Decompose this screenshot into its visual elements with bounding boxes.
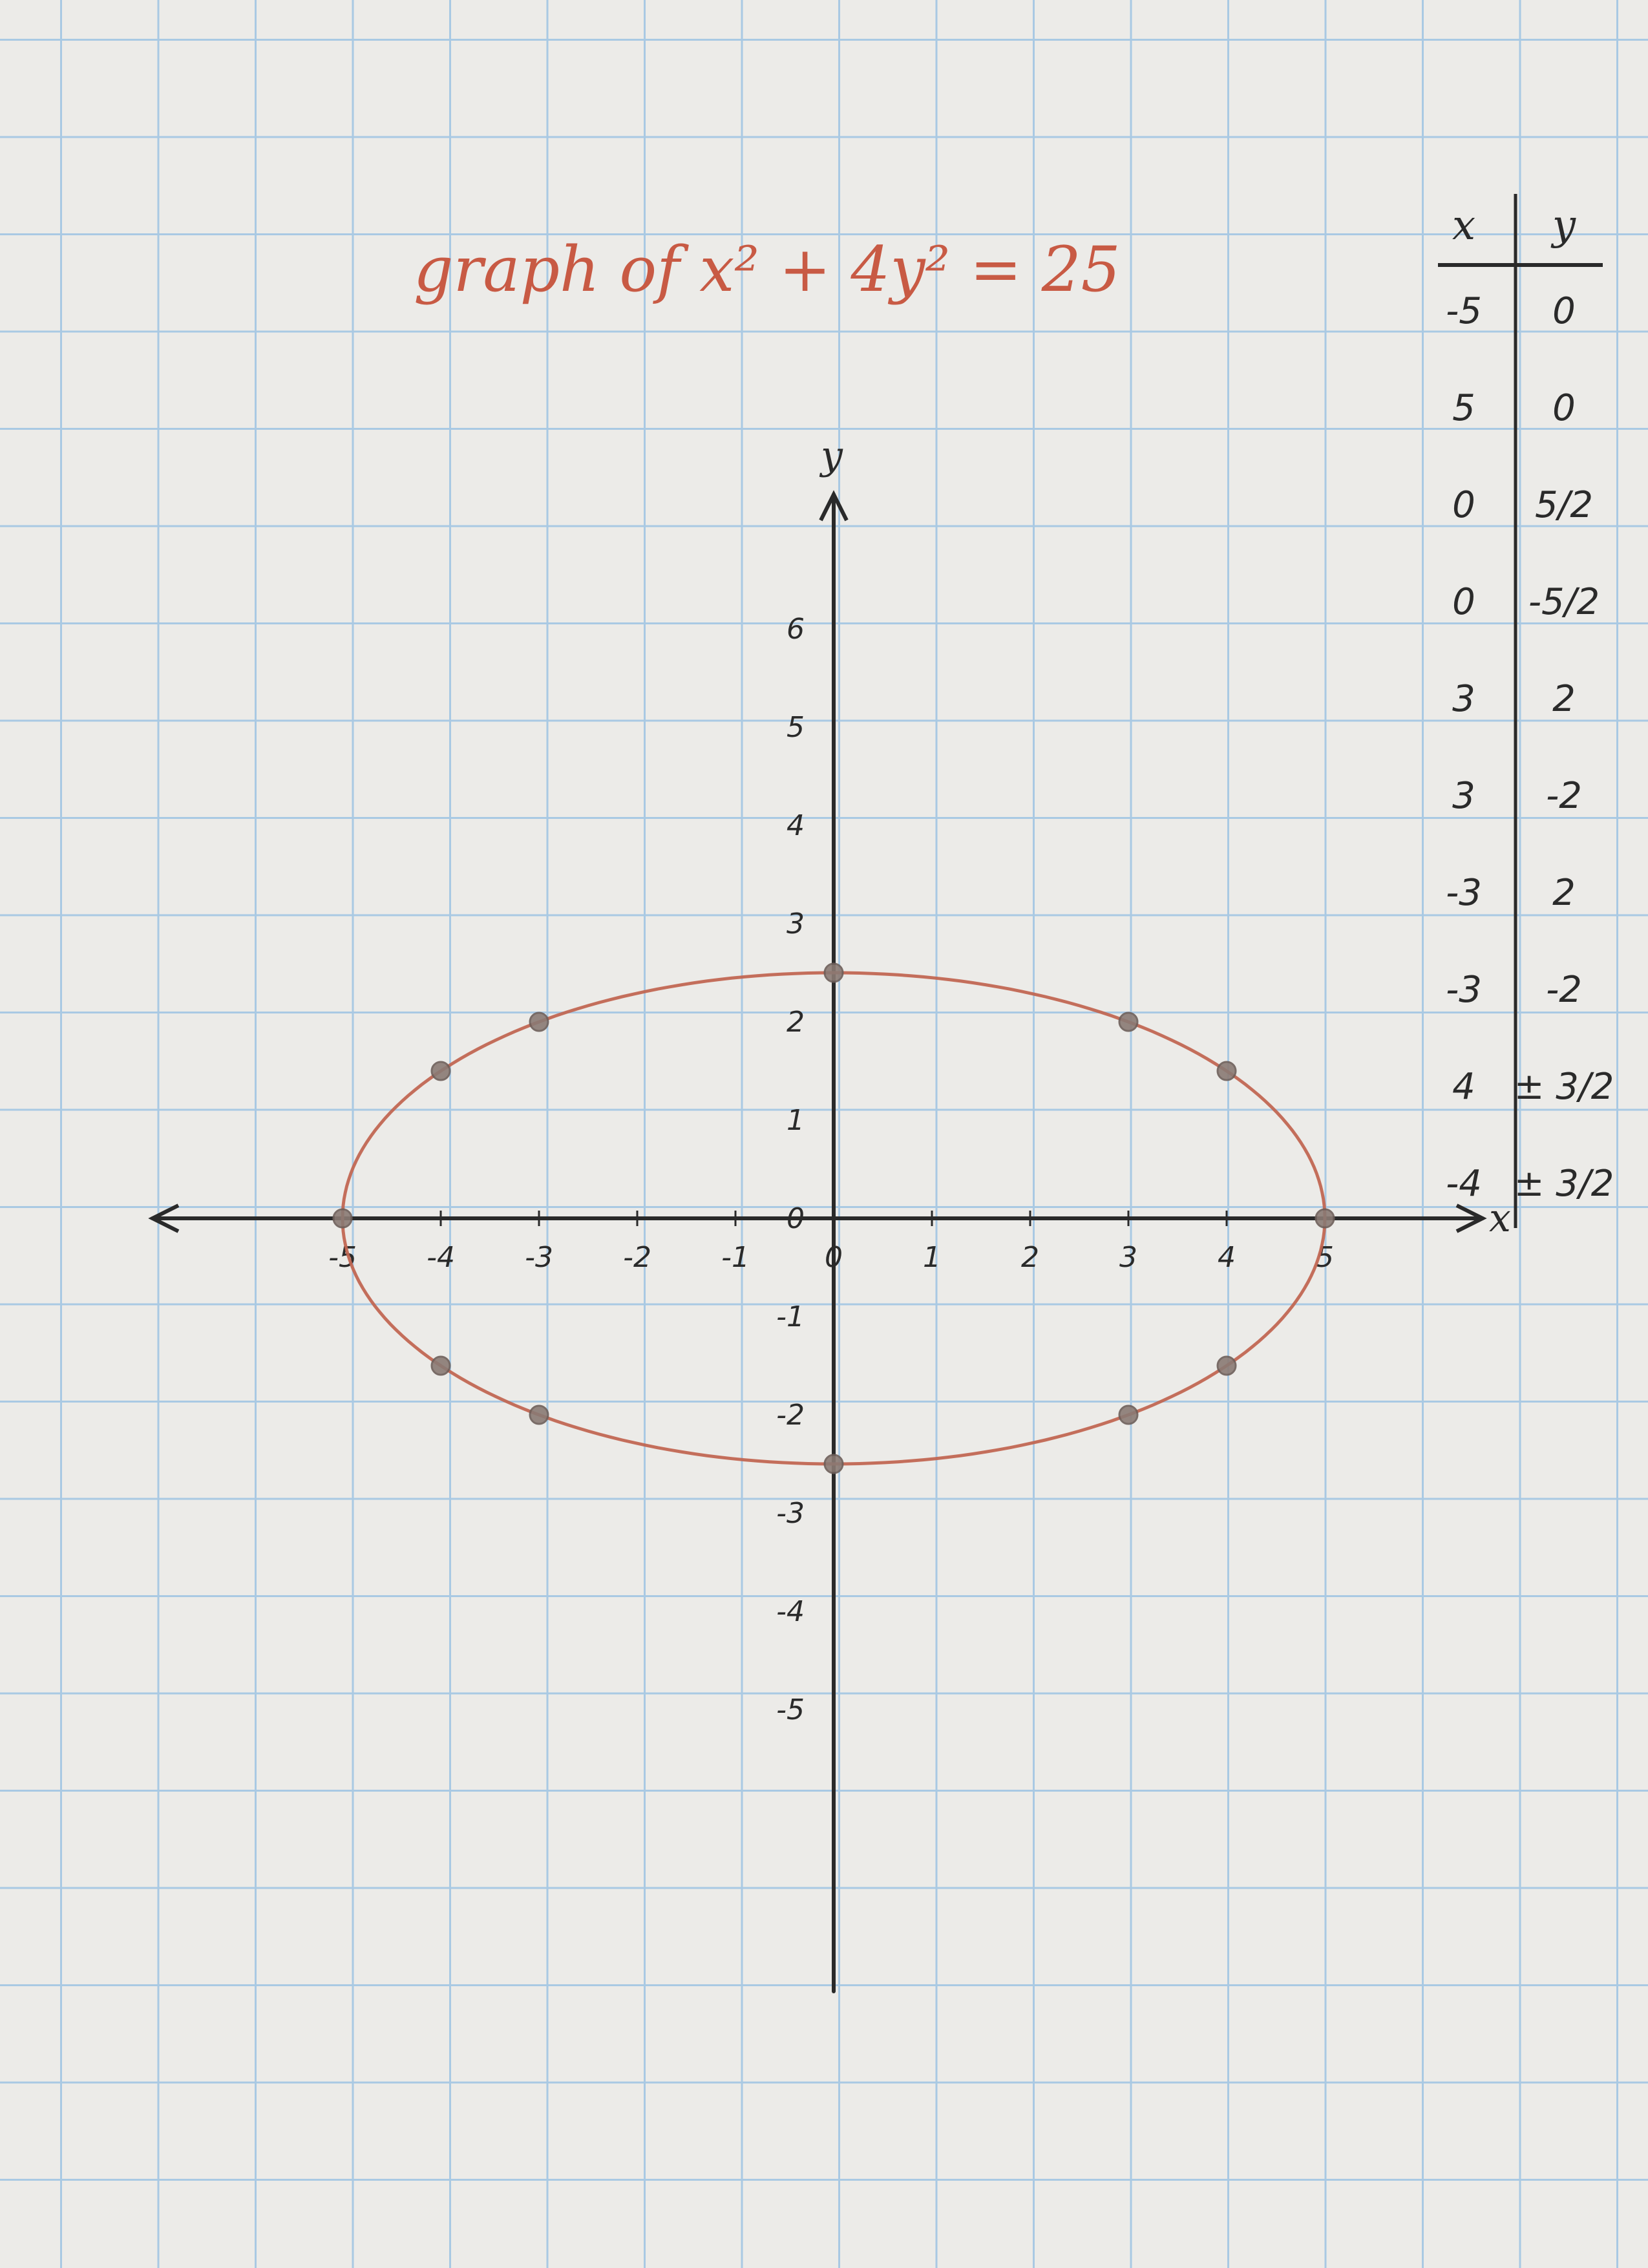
table-cell: -4 xyxy=(1446,1163,1482,1205)
x-tick-label: -2 xyxy=(623,1241,651,1274)
x-tick-label: -1 xyxy=(721,1241,750,1274)
data-point xyxy=(1119,1406,1137,1424)
y-tick-label: 5 xyxy=(787,711,805,744)
table-cell: 0 xyxy=(1552,387,1576,429)
table-cell: -3 xyxy=(1446,872,1482,914)
y-tick-label: 1 xyxy=(787,1104,805,1137)
data-point xyxy=(1218,1357,1236,1375)
table-cell: ± 3/2 xyxy=(1514,1066,1614,1108)
value-table xyxy=(1438,194,1614,1228)
axes xyxy=(153,433,1511,1991)
x-tick-label: 3 xyxy=(1119,1241,1137,1274)
table-cell: 4 xyxy=(1452,1066,1475,1108)
data-point xyxy=(1119,1013,1137,1031)
data-point xyxy=(530,1406,548,1424)
data-point xyxy=(432,1062,450,1080)
y-tick-label: 6 xyxy=(787,613,805,646)
table-cell: 3 xyxy=(1452,775,1475,817)
y-tick-label: -3 xyxy=(776,1497,805,1530)
table-cell: ± 3/2 xyxy=(1514,1163,1614,1205)
y-tick-label: 4 xyxy=(787,809,805,842)
table-cell: 2 xyxy=(1552,678,1576,720)
x-tick-label: 5 xyxy=(1316,1241,1334,1274)
x-tick-label: -4 xyxy=(427,1241,455,1274)
data-point xyxy=(432,1357,450,1375)
data-point xyxy=(1316,1209,1334,1227)
y-tick-label: -1 xyxy=(776,1300,805,1333)
y-tick-label: 3 xyxy=(787,907,805,940)
data-point xyxy=(825,1455,843,1473)
chart-title: graph of x² + 4y² = 25 xyxy=(414,233,1121,306)
table-cell: -2 xyxy=(1546,969,1582,1011)
table-cell: 3 xyxy=(1452,678,1475,720)
x-tick-label: 4 xyxy=(1218,1241,1236,1274)
table-cell: 5 xyxy=(1452,387,1475,429)
x-tick-label: -3 xyxy=(525,1241,553,1274)
table-cell: 0 xyxy=(1552,290,1576,332)
table-cell: 5/2 xyxy=(1534,484,1594,526)
table-cell: -2 xyxy=(1546,775,1582,817)
x-tick-label: 1 xyxy=(923,1241,941,1274)
table-cell: 0 xyxy=(1452,581,1475,623)
table-header: y xyxy=(1552,202,1576,249)
table-cell: -5/2 xyxy=(1528,581,1600,623)
x-axis-label: x xyxy=(1489,1196,1511,1241)
table-header: x xyxy=(1452,202,1476,249)
table-cell: -3 xyxy=(1446,969,1482,1011)
y-tick-label: 0 xyxy=(787,1202,805,1235)
x-tick-label: 0 xyxy=(825,1241,843,1274)
y-tick-label: -5 xyxy=(776,1693,805,1726)
table-cell: -5 xyxy=(1446,290,1482,332)
data-point xyxy=(825,964,843,982)
y-tick-label: -2 xyxy=(776,1399,805,1432)
data-point xyxy=(530,1013,548,1031)
x-tick-label: 2 xyxy=(1021,1241,1039,1274)
y-tick-label: -4 xyxy=(776,1595,805,1628)
x-tick-label: -5 xyxy=(328,1241,357,1274)
data-point xyxy=(1218,1062,1236,1080)
table-cell: 2 xyxy=(1552,872,1576,914)
y-axis-label: y xyxy=(821,433,843,478)
y-tick-label: 2 xyxy=(787,1006,805,1039)
data-point xyxy=(333,1209,352,1227)
table-cell: 0 xyxy=(1452,484,1475,526)
